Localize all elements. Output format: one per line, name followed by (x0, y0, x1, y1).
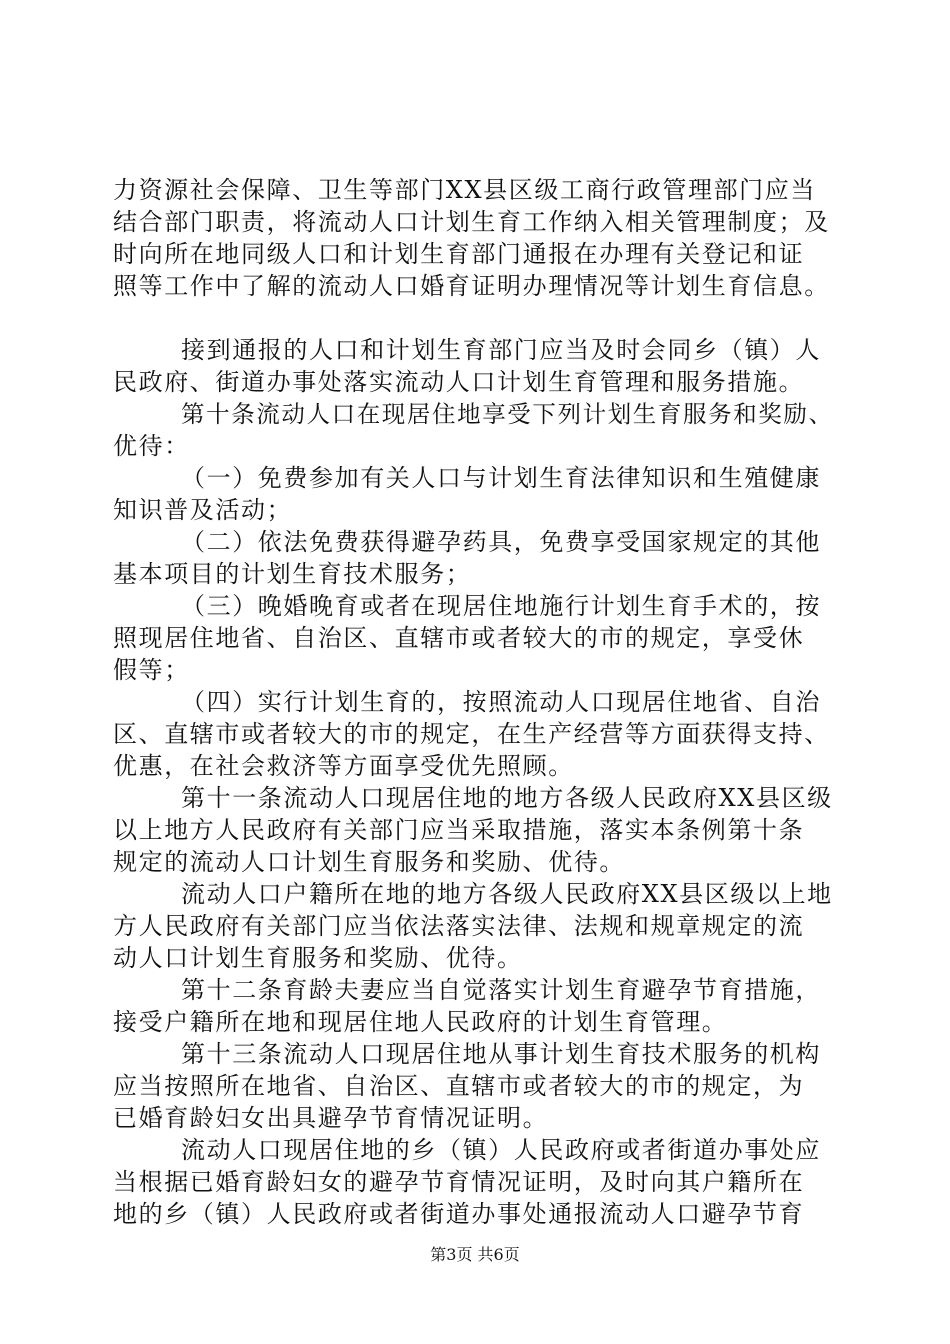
text-line: 第十条流动人口在现居住地享受下列计划生育服务和奖励、 (181, 400, 834, 428)
text-line: 知识普及活动； (113, 496, 293, 524)
text-line: （二）依法免费获得避孕药具，免费享受国家规定的其他 (181, 528, 821, 556)
text-line: 照等工作中了解的流动人口婚育证明办理情况等计划生育信息。 (113, 272, 830, 300)
text-line: 流动人口户籍所在地的地方各级人民政府XX县区级以上地 (181, 880, 833, 908)
text-line: 规定的流动人口计划生育服务和奖励、优待。 (113, 848, 625, 876)
text-line: 照现居住地省、自治区、直辖市或者较大的市的规定，享受休 (113, 624, 805, 652)
text-line: 民政府、街道办事处落实流动人口计划生育管理和服务措施。 (113, 368, 805, 396)
text-line: 已婚育龄妇女出具避孕节育情况证明。 (113, 1104, 549, 1132)
text-line: 力资源社会保障、卫生等部门XX县区级工商行政管理部门应当 (113, 176, 816, 204)
text-line: 第十三条流动人口现居住地从事计划生育技术服务的机构 (181, 1040, 821, 1068)
text-line: 方人民政府有关部门应当依法落实法律、法规和规章规定的流 (113, 912, 805, 940)
text-line: 接到通报的人口和计划生育部门应当及时会同乡（镇）人 (181, 336, 821, 364)
text-line: 流动人口现居住地的乡（镇）人民政府或者街道办事处应 (181, 1136, 821, 1164)
text-line: 以上地方人民政府有关部门应当采取措施，落实本条例第十条 (113, 816, 805, 844)
text-line: 第十二条育龄夫妻应当自觉落实计划生育避孕节育措施， (181, 976, 821, 1004)
text-line: 结合部门职责，将流动人口计划生育工作纳入相关管理制度；及 (113, 208, 830, 236)
text-line: 区、直辖市或者较大的市的规定，在生产经营等方面获得支持、 (113, 720, 830, 748)
text-line: （三）晚婚晚育或者在现居住地施行计划生育手术的，按 (181, 592, 821, 620)
text-line: （一）免费参加有关人口与计划生育法律知识和生殖健康 (181, 464, 821, 492)
page-number: 第3页 共6页 (430, 1245, 520, 1264)
text-line: 基本项目的计划生育技术服务； (113, 560, 472, 588)
text-line: 第十一条流动人口现居住地的地方各级人民政府XX县区级 (181, 784, 833, 812)
text-line: 动人口计划生育服务和奖励、优待。 (113, 944, 523, 972)
text-line: （四）实行计划生育的，按照流动人口现居住地省、自治 (181, 688, 821, 716)
text-line: 应当按照所在地省、自治区、直辖市或者较大的市的规定，为 (113, 1072, 805, 1100)
text-line: 优惠，在社会救济等方面享受优先照顾。 (113, 752, 574, 780)
text-line: 接受户籍所在地和现居住地人民政府的计划生育管理。 (113, 1008, 728, 1036)
text-line: 当根据已婚育龄妇女的避孕节育情况证明，及时向其户籍所在 (113, 1168, 805, 1196)
text-line: 优待： (113, 432, 190, 460)
text-line: 假等； (113, 656, 190, 684)
text-line: 地的乡（镇）人民政府或者街道办事处通报流动人口避孕节育 (113, 1200, 805, 1228)
text-line: 时向所在地同级人口和计划生育部门通报在办理有关登记和证 (113, 240, 805, 268)
